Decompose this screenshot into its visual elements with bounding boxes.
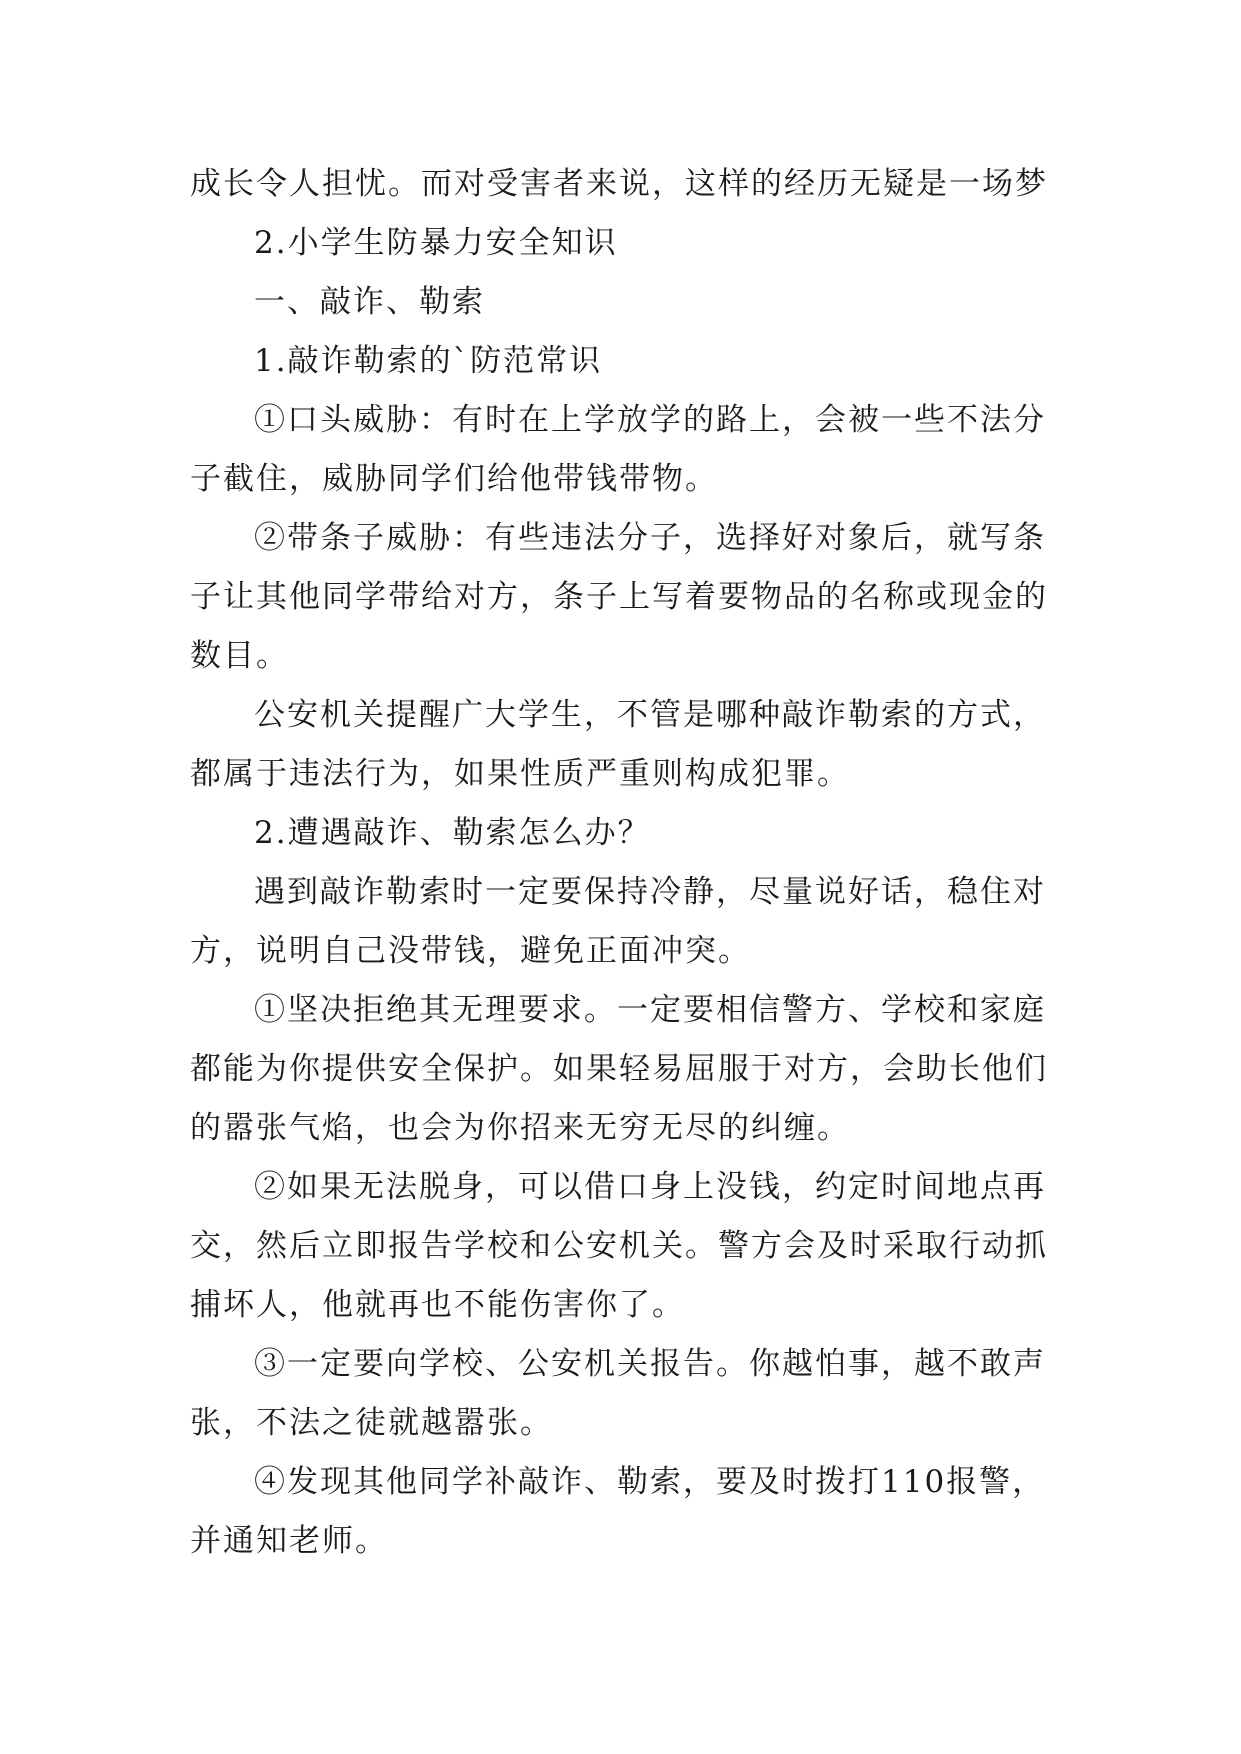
subsection-heading: 一、敲诈、勒索	[254, 284, 485, 320]
list-item: ②如果无法脱身，可以借口身上没钱，约定时间地点再交，然后立即报告学校和公安机关。警方会及时采取行动抓捕坏人，他就再也不能伤害你了。	[190, 1169, 1048, 1323]
paragraph: 遇到敲诈勒索时一定要保持冷静，尽量说好话，稳住对方，说明自己没带钱，避免正面冲突。	[190, 874, 1046, 969]
section-heading: 2.小学生防暴力安全知识	[254, 225, 618, 261]
item-heading: 1.敲诈勒索的`防范常识	[254, 343, 603, 379]
paragraph-continued: 成长令人担忧。而对受害者来说，这样的经历无疑是一场梦	[190, 166, 1048, 202]
item-heading: 2.遭遇敲诈、勒索怎么办？	[254, 815, 651, 851]
document-body	[190, 155, 1070, 1571]
list-item: ①口头威胁：有时在上学放学的路上，会被一些不法分子截住，威胁同学们给他带钱带物。	[190, 402, 1046, 497]
list-item: ③一定要向学校、公安机关报告。你越怕事，越不敢声张，不法之徒就越嚣张。	[190, 1346, 1046, 1441]
list-item: ①坚决拒绝其无理要求。一定要相信警方、学校和家庭都能为你提供安全保护。如果轻易屈服于对方，会助长他们的嚣张气焰，也会为你招来无穷无尽的纠缠。	[190, 992, 1048, 1146]
paragraph: 公安机关提醒广大学生，不管是哪种敲诈勒索的方式，都属于违法行为，如果性质严重则构成犯罪。	[190, 697, 1046, 792]
list-item: ④发现其他同学补敲诈、勒索，要及时拨打110报警，并通知老师。	[190, 1464, 1046, 1559]
list-item: ②带条子威胁：有些违法分子，选择好对象后，就写条子让其他同学带给对方，条子上写着要物品的名称或现金的数目。	[190, 520, 1048, 674]
